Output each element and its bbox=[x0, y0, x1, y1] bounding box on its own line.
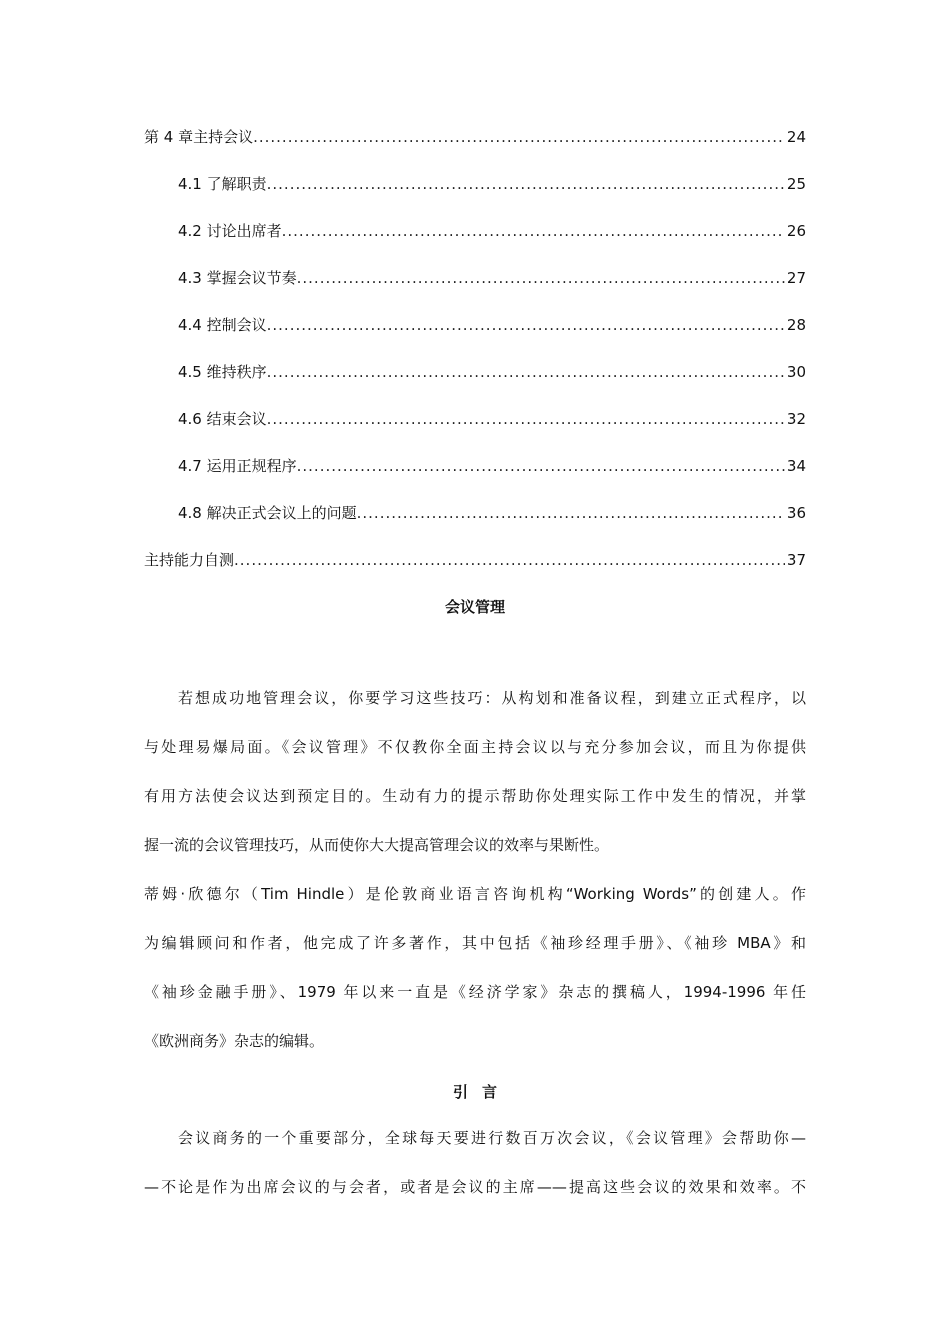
paragraph-line: 《欧洲商务》杂志的编辑。 bbox=[144, 1032, 325, 1050]
toc-leader-dots bbox=[234, 548, 785, 572]
toc-entry[interactable] bbox=[178, 266, 806, 290]
preface-paragraph bbox=[144, 1114, 806, 1212]
toc-entry-page: 27 bbox=[786, 269, 806, 287]
toc-entry[interactable] bbox=[144, 548, 806, 572]
intro-paragraph bbox=[144, 674, 806, 870]
toc-entry-page: 32 bbox=[786, 410, 806, 428]
paragraph-line: 有用方法使会议达到预定目的。生动有力的提示帮助你处理实际工作中发生的情况，并掌 bbox=[144, 787, 806, 805]
toc-leader-dots bbox=[267, 172, 785, 196]
toc-leader-dots bbox=[282, 219, 785, 243]
paragraph-line: 握一流的会议管理技巧，从而使你大大提高管理会议的效率与果断性。 bbox=[144, 836, 610, 854]
toc-leader-dots bbox=[267, 360, 785, 384]
toc-leader-dots bbox=[297, 454, 785, 478]
paragraph-line: 为编辑顾问和作者，他完成了许多著作，其中包括《袖珍经理手册》、《袖珍 MBA》和 bbox=[144, 934, 806, 952]
toc-entry-title: 第 4 章主持会议 bbox=[144, 128, 254, 146]
section-title: 会议管理 bbox=[444, 598, 505, 616]
toc-entry-title: 4.5 维持秩序 bbox=[178, 363, 267, 381]
paragraph-line: 会议商务的一个重要部分，全球每天要进行数百万次会议，《会议管理》会帮助你— bbox=[178, 1129, 806, 1147]
toc-entry[interactable] bbox=[178, 501, 806, 525]
paragraph-line: 与处理易爆局面。《会议管理》不仅教你全面主持会议以与充分参加会议，而且为你提供 bbox=[144, 738, 806, 756]
toc-entry-title: 4.3 掌握会议节奏 bbox=[178, 269, 297, 287]
toc-entry[interactable] bbox=[144, 125, 806, 149]
toc-entry-page: 34 bbox=[786, 457, 806, 475]
toc-entry[interactable] bbox=[178, 454, 806, 478]
toc-leader-dots bbox=[357, 501, 785, 525]
toc-leader-dots bbox=[267, 313, 785, 337]
toc-entry-page: 37 bbox=[786, 551, 806, 569]
preface-title: 引言 bbox=[452, 1083, 511, 1101]
paragraph-line: 若想成功地管理会议，你要学习这些技巧：从构划和准备议程，到建立正式程序，以 bbox=[178, 689, 806, 707]
toc-entry-page: 30 bbox=[786, 363, 806, 381]
toc-entry-page: 24 bbox=[786, 128, 806, 146]
toc-entry-title: 4.1 了解职责 bbox=[178, 175, 267, 193]
paragraph-line: —不论是作为出席会议的与会者，或者是会议的主席——提高这些会议的效果和效率。不 bbox=[144, 1178, 806, 1196]
toc-leader-dots bbox=[253, 125, 785, 149]
toc-entry[interactable] bbox=[178, 360, 806, 384]
toc-entry-page: 26 bbox=[786, 222, 806, 240]
toc-entry-page: 25 bbox=[786, 175, 806, 193]
toc-entry-title: 主持能力自测 bbox=[144, 551, 235, 569]
toc-entry[interactable] bbox=[178, 407, 806, 431]
toc-entry-title: 4.2 讨论出席者 bbox=[178, 222, 282, 240]
toc-entry[interactable] bbox=[178, 313, 806, 337]
toc-leader-dots bbox=[297, 266, 785, 290]
toc-entry[interactable] bbox=[178, 172, 806, 196]
toc-entry-title: 4.6 结束会议 bbox=[178, 410, 267, 428]
toc-entry-title: 4.8 解决正式会议上的问题 bbox=[178, 504, 357, 522]
toc-entry[interactable] bbox=[178, 219, 806, 243]
paragraph-line: 蒂姆·欣德尔（Tim Hindle）是伦敦商业语言咨询机构“Working Words”的创建人。作 bbox=[144, 885, 806, 903]
toc-entry-title: 4.7 运用正规程序 bbox=[178, 457, 297, 475]
toc-leader-dots bbox=[267, 407, 785, 431]
toc-entry-title: 4.4 控制会议 bbox=[178, 316, 267, 334]
paragraph-line: 《袖珍金融手册》、1979 年以来一直是《经济学家》杂志的撰稿人，1994-1996 年任 bbox=[144, 983, 806, 1001]
toc-entry-page: 36 bbox=[786, 504, 806, 522]
toc-entry-page: 28 bbox=[786, 316, 806, 334]
author-paragraph bbox=[144, 870, 806, 1066]
